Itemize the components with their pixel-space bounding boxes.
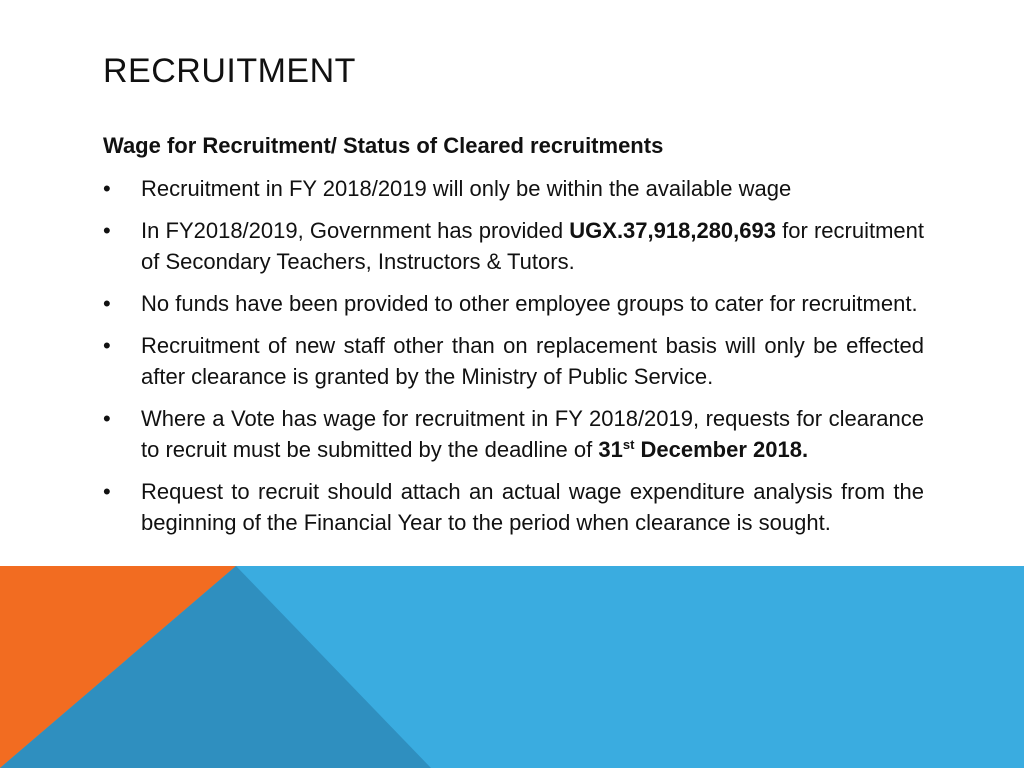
page-title: RECRUITMENT (103, 52, 356, 90)
bullet-text: Recruitment of new staff other than on replacement basis will only be effected after clearance is granted by the Ministry of Public Service. (141, 333, 924, 389)
bullet-marker: • (103, 218, 111, 243)
bullet-text: Recruitment in FY 2018/2019 will only be within the available wage (141, 176, 792, 201)
bullet-marker: • (103, 291, 111, 316)
deadline-day: 31 (598, 437, 623, 462)
deadline-rest: December 2018. (634, 437, 809, 462)
bullet-item (103, 476, 924, 538)
bullet-marker: • (103, 406, 111, 431)
bullet-item (103, 173, 924, 204)
bullet-item (103, 330, 924, 392)
funding-amount: UGX.37,918,280,693 (569, 218, 776, 243)
bullet-marker: • (103, 333, 111, 358)
bullet-text-pre: Where a Vote has wage for recruitment in FY 2018/2019, requests for clearance to recruit must be submitted by the deadline of (141, 406, 924, 462)
deadline-ordinal: st (622, 437, 635, 452)
bullet-text: No funds have been provided to other employee groups to cater for recruitment. (141, 291, 918, 316)
bullet-item (103, 215, 924, 277)
subheading: Wage for Recruitment/ Status of Cleared recruitments (103, 133, 664, 158)
bullet-text-pre: In FY2018/2019, Government has provided (141, 218, 570, 243)
bullet-item (103, 288, 924, 319)
bullet-text-post: for recruitment of Secondary Teachers, Instructors & Tutors. (141, 218, 924, 274)
bullet-marker: • (103, 176, 111, 201)
bullet-text: Request to recruit should attach an actual wage expenditure analysis from the beginning of the Financial Year to the period when clearance is sought. (141, 479, 924, 535)
slide-content (103, 130, 924, 549)
bullet-item (103, 403, 924, 465)
bullet-marker: • (103, 479, 111, 504)
bullet-list (103, 173, 924, 538)
